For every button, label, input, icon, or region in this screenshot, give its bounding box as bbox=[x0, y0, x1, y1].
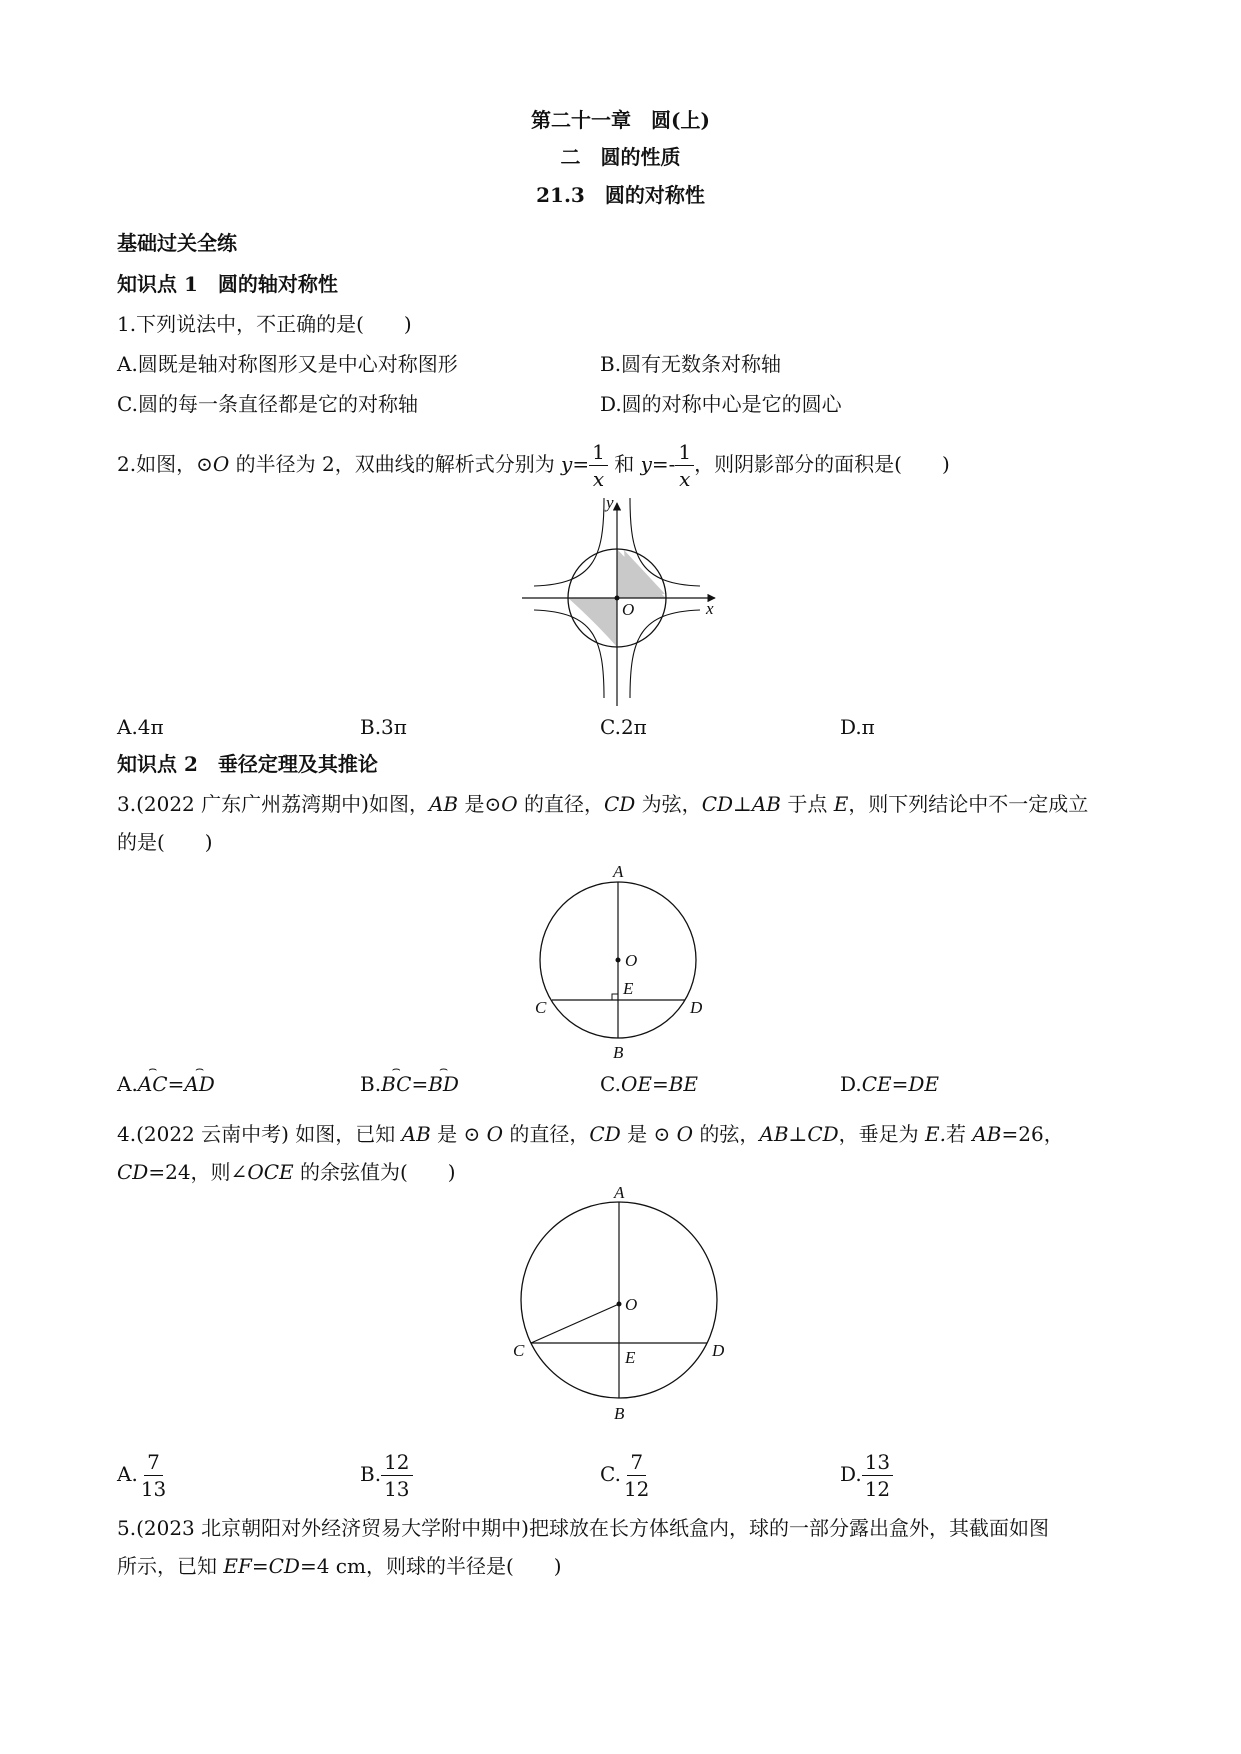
q4-label-d: D bbox=[712, 1341, 725, 1360]
q1-option-c: C.圆的每一条直径都是它的对称轴 bbox=[117, 392, 418, 416]
q4-figure bbox=[505, 1184, 735, 1424]
q4-option-d: D. $\frac{13}{12}$ bbox=[840, 1444, 893, 1504]
q4-label-c: C bbox=[513, 1341, 525, 1360]
q3-option-c: C.OE=BE bbox=[600, 1072, 699, 1096]
q3-option-d: D.CE=DE bbox=[840, 1072, 939, 1096]
q2-label-x: x bbox=[706, 599, 714, 618]
q4-stem-line-1: 4.(2022 云南中考) 如图，已知 AB 是 ⊙ O 的直径，CD 是 ⊙ O 的弦，AB⊥CD，垂足为 E.若 AB=26， bbox=[117, 1122, 1064, 1146]
q4-option-b: B. $\frac{12}{13}$ bbox=[360, 1444, 413, 1504]
q2-label-o: O bbox=[622, 600, 635, 619]
q4-label-e: E bbox=[625, 1348, 636, 1367]
q1-option-d: D.圆的对称中心是它的圆心 bbox=[600, 392, 842, 416]
q4-label-b: B bbox=[614, 1404, 625, 1423]
q4-stem-line-2: CD=24，则∠OCE 的余弦值为( ) bbox=[117, 1160, 456, 1184]
section-title: 二 圆的性质 bbox=[560, 145, 681, 169]
q1-stem: 1.下列说法中，不正确的是( ) bbox=[117, 312, 412, 336]
q2-fraction-2: $\frac{1}{x}$ bbox=[675, 442, 694, 489]
q3-label-e: E bbox=[623, 979, 634, 998]
q4-label-a: A bbox=[614, 1184, 625, 1202]
q3-label-c: C bbox=[535, 998, 547, 1017]
q3-figure bbox=[530, 862, 710, 1062]
q3-option-b: B.⌢ BC=⌢ BD bbox=[360, 1070, 459, 1098]
q3-stem-line-1: 3.(2022 广东广州荔湾期中)如图，AB 是⊙O 的直径，CD 为弦，CD⊥AB 于点 E，则下列结论中不一定成立 bbox=[117, 792, 1089, 816]
q1-option-b: B.圆有无数条对称轴 bbox=[600, 352, 782, 376]
q3-label-o: O bbox=[625, 951, 638, 970]
q4-label-o: O bbox=[625, 1295, 638, 1314]
q5-stem-line-1: 5.(2023 北京朝阳对外经济贸易大学附中期中)把球放在长方体纸盒内，球的一部分露出盒外，其截面如图 bbox=[117, 1516, 1049, 1540]
knowledge-point-2: 知识点 2 垂径定理及其推论 bbox=[117, 752, 378, 776]
knowledge-point-1: 知识点 1 圆的轴对称性 bbox=[117, 272, 338, 296]
q2-stem: 2.如图，⊙O 的半径为 2，双曲线的解析式分别为 y= $\frac{1}{x}$ 和 y=- $\frac{1}{x}$ ，则阴影部分的面积是( ) bbox=[117, 440, 950, 491]
chapter-title: 第二十一章 圆(上) bbox=[531, 108, 710, 132]
q4-option-c: C. $\frac{7}{12}$ bbox=[600, 1450, 650, 1501]
q2-option-b: B.3π bbox=[360, 715, 407, 739]
drill-heading: 基础过关全练 bbox=[117, 231, 237, 255]
q2-option-c: C.2π bbox=[600, 715, 647, 739]
q3-option-a: A.⌢ AC=⌢ AD bbox=[117, 1070, 215, 1098]
subsection-title: 21.3 圆的对称性 bbox=[536, 183, 705, 207]
q2-fraction-1: $\frac{1}{x}$ bbox=[589, 442, 608, 489]
q3-label-b: B bbox=[613, 1043, 624, 1062]
q4-option-a: A. $\frac{7}{13}$ bbox=[117, 1450, 167, 1501]
q2-option-d: D.π bbox=[840, 715, 875, 739]
q1-option-a: A.圆既是轴对称图形又是中心对称图形 bbox=[117, 352, 458, 376]
q2-label-y: y bbox=[606, 498, 614, 512]
q2-option-a: A.4π bbox=[117, 715, 164, 739]
q3-label-d: D bbox=[690, 998, 703, 1017]
q5-stem-line-2: 所示，已知 EF=CD=4 cm，则球的半径是( ) bbox=[117, 1554, 562, 1578]
q3-stem-line-2: 的是( ) bbox=[117, 830, 213, 854]
q2-figure bbox=[520, 498, 720, 708]
q3-label-a: A bbox=[613, 862, 624, 881]
